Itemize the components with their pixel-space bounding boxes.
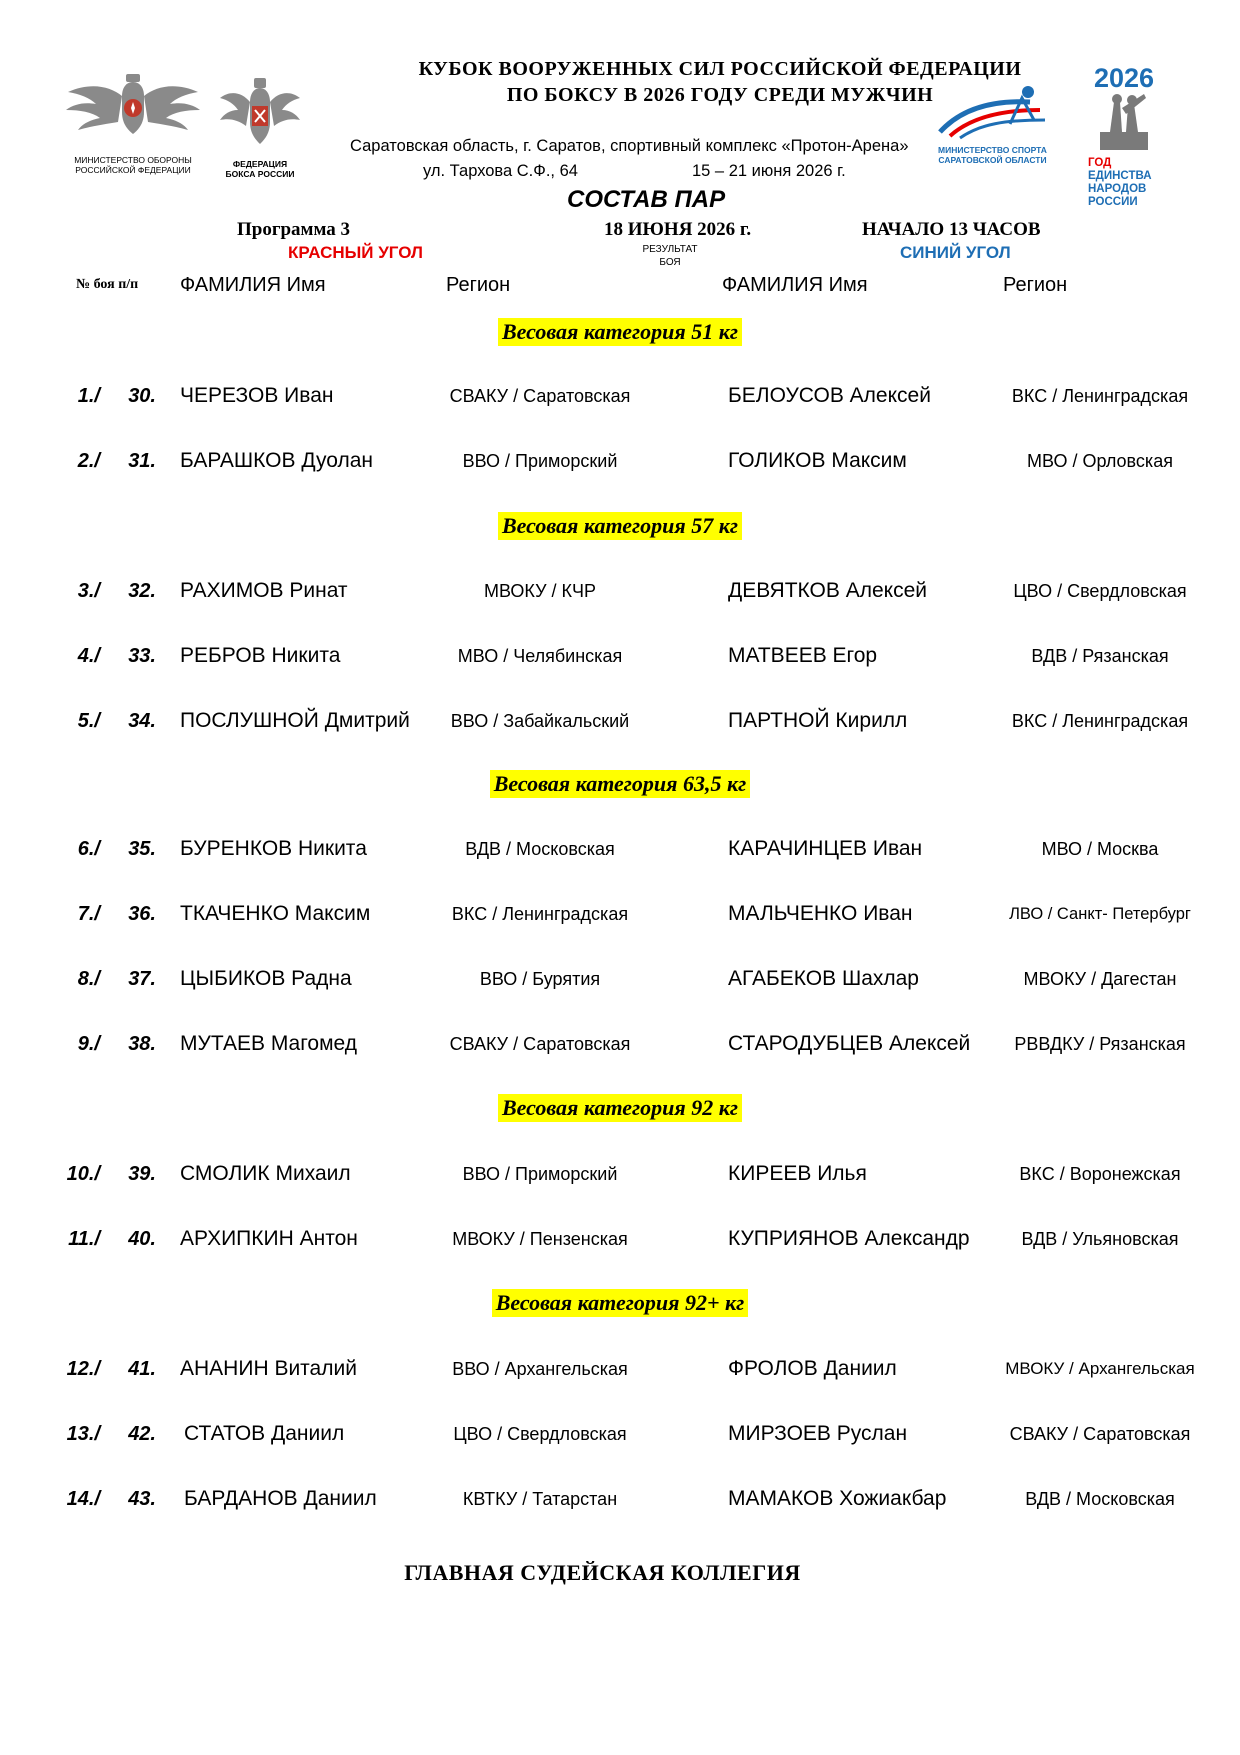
unity-caption-1: ГОД (1088, 157, 1112, 169)
defense-ministry-caption-1: МИНИСТЕРСТВО ОБОРОНЫ (74, 155, 192, 165)
red-boxer-region: ВДВ / Московская (465, 839, 615, 859)
blue-boxer-region: ВКС / Ленинградская (1011, 711, 1189, 731)
blue-boxer-region: ЛВО / Санкт- Петербург (1009, 905, 1191, 923)
weight-category-row (0, 1289, 1240, 1317)
bout-number: 34. (128, 710, 156, 732)
column-header-blue-region: Регион (1003, 274, 1068, 296)
chief-judges-panel: ГЛАВНАЯ СУДЕЙСКАЯ КОЛЛЕГИЯ (404, 1560, 801, 1585)
blue-boxer-name: ГОЛИКОВ Максим (728, 449, 907, 472)
document-title: СОСТАВ ПАР (567, 186, 726, 213)
bout-row (0, 1029, 1240, 1059)
blue-boxer-name: ДЕВЯТКОВ Алексей (728, 579, 927, 602)
bout-number: 30. (128, 385, 156, 407)
bout-number: 33. (128, 645, 156, 667)
blue-corner-label: СИНИЙ УГОЛ (900, 243, 1011, 262)
red-boxer-name: ТКАЧЕНКО Максим (180, 902, 371, 925)
red-boxer-name: БАРДАНОВ Даниил (184, 1487, 377, 1510)
bout-index: 7./ (77, 903, 100, 925)
red-boxer-region: ВВО / Бурятия (479, 969, 601, 989)
weight-category-row (0, 1094, 1240, 1122)
bout-number: 39. (128, 1163, 156, 1185)
bout-row (0, 576, 1240, 606)
blue-boxer-region: ВДВ / Рязанская (1031, 646, 1169, 666)
red-boxer-region: МВО / Челябинская (457, 646, 623, 666)
weight-category-row (0, 770, 1240, 798)
bout-row (0, 1419, 1240, 1449)
red-boxer-region: СВАКУ / Саратовская (449, 1034, 631, 1054)
red-boxer-region: МВОКУ / Пензенская (452, 1229, 628, 1249)
blue-boxer-name: ПАРТНОЙ Кирилл (728, 709, 908, 732)
bout-row (0, 1159, 1240, 1189)
address: ул. Тархова С.Ф., 64 (423, 162, 578, 180)
weight-category: Весовая категория 63,5 кг (490, 770, 751, 798)
event-title-line-1: КУБОК ВООРУЖЕННЫХ СИЛ РОССИЙСКОЙ ФЕДЕРАЦИИ (418, 58, 1022, 80)
column-header-bout-number: № боя п/п (76, 277, 139, 292)
red-boxer-name: РЕБРОВ Никита (180, 644, 341, 667)
red-boxer-region: ВВО / Архангельская (452, 1359, 628, 1379)
blue-boxer-name: МАЛЬЧЕНКО Иван (728, 902, 913, 925)
weight-category-row (0, 512, 1240, 540)
weight-category: Весовая категория 57 кг (498, 512, 742, 540)
red-boxer-name: БУРЕНКОВ Никита (180, 837, 367, 860)
blue-boxer-region: МВОКУ / Дагестан (1023, 969, 1177, 989)
blue-boxer-region: ВКС / Воронежская (1019, 1164, 1181, 1184)
weight-category: Весовая категория 92 кг (498, 1094, 742, 1122)
unity-caption-3: НАРОДОВ (1088, 183, 1147, 195)
bout-number: 38. (128, 1033, 156, 1055)
blue-boxer-name: СТАРОДУБЦЕВ Алексей (728, 1032, 971, 1055)
blue-boxer-name: МАМАКОВ Хожиакбар (728, 1487, 947, 1510)
start-time: НАЧАЛО 13 ЧАСОВ (862, 219, 1041, 240)
bout-number: 43. (128, 1488, 156, 1510)
blue-boxer-name: МАТВЕЕВ Егор (728, 644, 878, 667)
unity-caption-4: РОССИИ (1088, 196, 1138, 208)
bout-index: 3./ (77, 580, 100, 602)
red-boxer-region: ВВО / Приморский (462, 451, 618, 471)
column-header-red-name: ФАМИЛИЯ Имя (180, 274, 326, 296)
blue-boxer-region: ВКС / Ленинградская (1011, 386, 1189, 406)
year-badge: 2026 (1093, 63, 1155, 93)
blue-boxer-name: КАРАЧИНЦЕВ Иван (728, 837, 923, 860)
red-boxer-region: МВОКУ / КЧР (483, 581, 597, 601)
blue-boxer-region: СВАКУ / Саратовская (1009, 1424, 1191, 1444)
red-boxer-name: СМОЛИК Михаил (180, 1162, 351, 1185)
bout-index: 12./ (66, 1358, 100, 1380)
bout-number: 32. (128, 580, 156, 602)
boxing-federation-caption-2: БОКСА РОССИИ (225, 169, 295, 179)
bout-number: 37. (128, 968, 156, 990)
weight-category-row (0, 318, 1240, 346)
red-corner-label: КРАСНЫЙ УГОЛ (288, 243, 423, 262)
red-boxer-region: ЦВО / Свердловская (453, 1424, 627, 1444)
red-boxer-name: БАРАШКОВ Дуолан (180, 449, 374, 472)
event-dates: 15 – 21 июня 2026 г. (692, 162, 846, 180)
bout-index: 4./ (77, 645, 100, 667)
bout-index: 10./ (66, 1163, 100, 1185)
weight-category: Весовая категория 92+ кг (492, 1289, 749, 1317)
blue-boxer-region: ВДВ / Ульяновская (1021, 1229, 1179, 1249)
result-label-line-1: РЕЗУЛЬТАТ (642, 244, 698, 255)
blue-boxer-name: КУПРИЯНОВ Александр (728, 1227, 970, 1250)
defense-ministry-logo (60, 72, 206, 175)
bout-row (0, 1354, 1240, 1384)
bout-row (0, 899, 1240, 929)
blue-boxer-region: РВВДКУ / Рязанская (1014, 1034, 1186, 1054)
red-boxer-region: КВТКУ / Татарстан (462, 1489, 618, 1509)
sports-ministry-caption-2: САРАТОВСКОЙ ОБЛАСТИ (938, 155, 1047, 165)
column-header-blue-name: ФАМИЛИЯ Имя (722, 274, 868, 296)
unity-caption-2: ЕДИНСТВА (1088, 170, 1152, 182)
red-boxer-name: РАХИМОВ Ринат (180, 579, 348, 602)
bout-row (0, 834, 1240, 864)
bout-number: 40. (128, 1228, 156, 1250)
bout-row (0, 1484, 1240, 1514)
blue-boxer-name: АГАБЕКОВ Шахлар (728, 967, 919, 990)
boxing-federation-caption-1: ФЕДЕРАЦИЯ (232, 159, 288, 169)
bout-index: 5./ (77, 710, 100, 732)
red-boxer-name: ЦЫБИКОВ Радна (180, 967, 352, 990)
bout-row (0, 381, 1240, 411)
bout-index: 11./ (68, 1228, 100, 1250)
blue-boxer-name: КИРЕЕВ Илья (728, 1162, 867, 1185)
bout-index: 9./ (77, 1033, 100, 1055)
blue-boxer-name: ФРОЛОВ Даниил (728, 1357, 897, 1380)
bout-index: 8./ (77, 968, 100, 990)
bout-row (0, 446, 1240, 476)
red-boxer-region: ВКС / Ленинградская (451, 904, 629, 924)
program-number: Программа 3 (237, 219, 351, 240)
result-label-line-2: БОЯ (659, 257, 681, 268)
blue-boxer-region: МВО / Москва (1041, 839, 1159, 859)
bout-index: 14./ (66, 1488, 100, 1510)
red-boxer-region: СВАКУ / Саратовская (449, 386, 631, 406)
bout-row (0, 641, 1240, 671)
double-headed-eagle-icon (60, 72, 206, 150)
bout-number: 36. (128, 903, 156, 925)
bout-row (0, 1224, 1240, 1254)
blue-boxer-region: МВО / Орловская (1027, 451, 1173, 471)
defense-ministry-caption-2: РОССИЙСКОЙ ФЕДЕРАЦИИ (75, 165, 191, 175)
bout-index: 2./ (77, 450, 100, 472)
bout-number: 31. (128, 450, 156, 472)
blue-boxer-region: ВДВ / Московская (1025, 1489, 1175, 1509)
result-label (630, 243, 710, 269)
column-header-red-region: Регион (446, 274, 511, 296)
bout-number: 41. (128, 1358, 156, 1380)
bout-number: 35. (128, 838, 156, 860)
red-boxer-name: СТАТОВ Даниил (184, 1422, 345, 1445)
bout-index: 1./ (77, 385, 100, 407)
venue: Саратовская область, г. Саратов, спортивный комплекс «Протон-Арена» (350, 137, 909, 155)
weight-category: Весовая категория 51 кг (498, 318, 742, 346)
red-boxer-region: ВВО / Забайкальский (450, 711, 630, 731)
bout-number: 42. (128, 1423, 156, 1445)
blue-boxer-name: БЕЛОУСОВ Алексей (728, 384, 931, 407)
blue-boxer-region: МВОКУ / Архангельская (1005, 1359, 1195, 1378)
bout-row (0, 964, 1240, 994)
red-boxer-region: ВВО / Приморский (462, 1164, 618, 1184)
red-boxer-name: МУТАЕВ Магомед (180, 1032, 358, 1055)
event-title-line-2: ПО БОКСУ В 2026 ГОДУ СРЕДИ МУЖЧИН (506, 84, 934, 106)
red-boxer-name: ПОСЛУШНОЙ Дмитрий (180, 709, 410, 732)
sports-ministry-caption-1: МИНИСТЕРСТВО СПОРТА (938, 145, 1047, 155)
blue-boxer-region: ЦВО / Свердловская (1013, 581, 1187, 601)
bout-index: 13./ (66, 1423, 100, 1445)
bout-date: 18 ИЮНЯ 2026 г. (604, 219, 752, 240)
red-boxer-name: АРХИПКИН Антон (180, 1227, 358, 1250)
bout-row (0, 706, 1240, 736)
bout-index: 6./ (77, 838, 100, 860)
blue-boxer-name: МИРЗОЕВ Руслан (728, 1422, 908, 1445)
red-boxer-name: ЧЕРЕЗОВ Иван (180, 384, 334, 407)
red-boxer-name: АНАНИН Виталий (180, 1357, 357, 1380)
